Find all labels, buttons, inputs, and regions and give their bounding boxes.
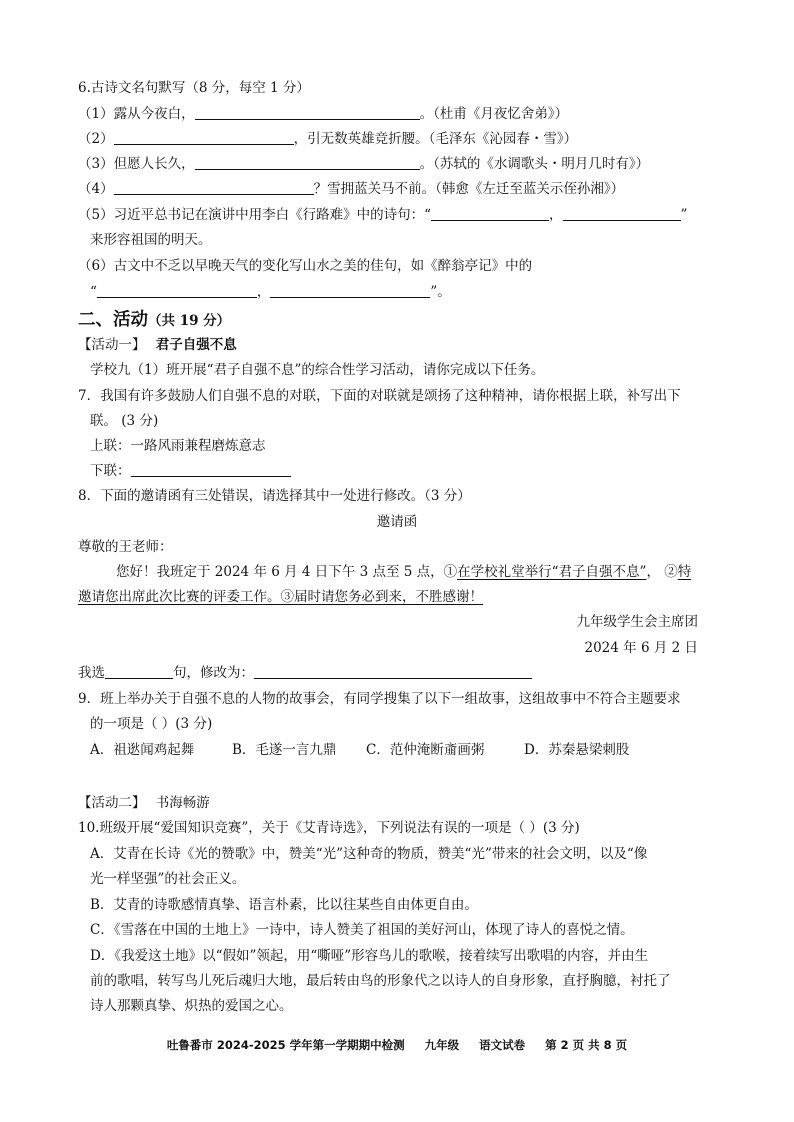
q9-option-d[interactable]: D．苏秦悬梁刺股 [524,742,630,758]
q10-option-d-cont-1: 前的歌唱，转写鸟儿死后魂归大地，最后转由鸟的形象代之以诗人的自身形象，直抒胸臆，衬托了 [90,973,671,989]
answer-blank[interactable] [563,205,681,221]
q7-line-1: 7．我国有许多鼓励人们自强不息的对联，下面的对联就是颂扬了这种精神，请你根据上联，补写出下 [78,388,681,404]
q6-line-5-text: （5）习近平总书记在演讲中用李白《行路难》中的诗句：“ [78,207,431,223]
letter-body-line-2 [78,587,483,607]
q6-line-3 [78,154,649,174]
letter-body-line-1 [116,562,691,582]
q6-line-5-cont: 来形容祖国的明天。 [90,232,212,248]
activity-1-intro: 学校九（1）班开展“君子自强不息”的综合性学习活动，请你完成以下任务。 [90,362,545,378]
q10-option-d-cont-2: 诗人那颗真挚、炽热的爱国之心。 [90,998,293,1014]
answer-blank[interactable] [254,663,532,679]
q6-line-4-prefix: （4） [78,181,114,197]
answer-blank[interactable] [195,154,420,170]
q7-lower-couplet [90,461,291,481]
answer-blank[interactable] [431,205,549,221]
page-footer [0,1036,794,1054]
answer-blank[interactable] [105,663,173,679]
letter-salutation: 尊敬的王老师： [78,539,173,555]
q6-line-6-close: ”。 [430,284,451,300]
activity-2-heading [78,793,210,813]
q6-line-6: （6）古文中不乏以早晚天气的变化写山水之美的佳句，如《醉翁亭记》中的 [78,258,533,274]
activity-1-heading [78,335,237,355]
answer-blank[interactable] [97,282,257,298]
footer-subject: 语文试卷 [479,1038,526,1052]
q10-option-b[interactable]: B．艾青的诗歌感情真挚、语言朴素，比以往某些自由体更自由。 [90,897,478,913]
q10-line-1: 10.班级开展“爱国知识竞赛”，关于《艾青诗选》，下列说法有误的一项是（ ）(3 分) [78,820,580,836]
letter-sentence-2-3: 邀请您出席此次比赛的评委工作。③届时请您务必到来，不胜感谢！ [78,589,483,605]
q6-line-5-comma: ， [549,207,563,223]
letter-signature: 九年级学生会主席团 [576,614,698,630]
activity-2-tag: 【活动二】 [78,795,146,811]
activity-1-name: 君子自强不息 [155,337,237,353]
q10-option-d[interactable]: D．《我爱这土地》以“假如”领起，用“嘶哑”形容鸟儿的歌喉，接着续写出歌唱的内容，并由生 [90,948,649,964]
q6-line-1-prefix: （1）露从今夜白， [78,106,195,122]
q6-line-5 [78,205,687,225]
q6-line-6-cont [90,282,451,302]
q10-option-c[interactable]: C．《雪落在中国的土地上》一诗中，诗人赞美了祖国的美好河山，体现了诗人的喜悦之情。 [90,922,634,938]
q9-line-1: 9．班上举办关于自强不息的人物的故事会，有同学搜集了以下一组故事，这组故事中不符合主题要求 [78,691,681,707]
answer-blank[interactable] [270,282,430,298]
q6-line-5-close: ” [680,207,688,223]
answer-blank[interactable] [114,179,314,195]
q6-line-1 [78,104,568,124]
q6-line-2-prefix: （2） [78,131,114,147]
q9-line-2: 的一项是（ ）(3 分) [90,716,213,732]
activity-1-tag: 【活动一】 [78,337,146,353]
q6-line-1-suffix: 。（杜甫《月夜忆舍弟》） [419,106,569,122]
q8-choose-label: 我选 [78,665,105,681]
footer-grade: 九年级 [424,1038,460,1052]
q8-modify-label: 句，修改为： [173,665,254,681]
q6-line-2 [78,129,577,149]
letter-body-mid: ， ② [646,564,678,580]
letter-date: 2024 年 6 月 2 日 [584,640,698,656]
q6-line-4 [78,179,624,199]
q10-option-a[interactable]: A．艾青在长诗《光的赞歌》中，赞美“光”这种奇的物质，赞美“光”带来的社会文明，以及“像 [90,846,648,862]
q6-title: 6.古诗文名句默写（8 分，每空 1 分） [78,80,310,96]
q6-line-2-suffix: ，引无数英雄竞折腰。（毛泽东《沁园春・雪》） [293,131,578,147]
footer-page-number: 第 2 页 共 8 页 [545,1038,628,1052]
letter-sentence-2-start: 特 [677,564,692,580]
q7-line-2: 联。 (3 分) [90,413,159,429]
q9-option-b[interactable]: B．毛遂一言九鼎 [232,742,337,758]
footer-exam-name: 吐鲁番市 2024-2025 学年第一学期期中检测 [166,1038,405,1052]
q8-answer-line [78,663,532,683]
q9-option-c[interactable]: C．范仲淹断齑画粥 [366,742,485,758]
q6-line-6-comma: ， [256,284,271,300]
answer-blank[interactable] [131,461,291,477]
letter-title: 邀请函 [376,514,418,530]
letter-body-prefix: 您好！我班定于 2024 年 6 月 4 日下午 3 点至 5 点，① [116,564,458,580]
q9-option-a[interactable]: A．祖逖闻鸡起舞 [90,742,195,758]
q7-upper-couplet: 上联：一路风雨兼程磨炼意志 [90,438,266,454]
section-heading-title: 二、活动 [78,310,148,330]
q6-line-4-suffix: ？雪拥蓝关马不前。（韩愈《左迁至蓝关示侄孙湘》） [313,181,625,197]
answer-blank[interactable] [114,129,294,145]
section-heading-points: （共 19 分） [148,313,231,329]
q6-line-6-open: “ [90,284,97,300]
q6-line-3-prefix: （3）但愿人长久， [78,156,195,172]
q8-line-1: 8．下面的邀请函有三处错误，请选择其中一处进行修改。（3 分） [78,488,471,504]
answer-blank[interactable] [195,104,420,120]
q7-lower-label: 下联： [90,463,131,479]
section-heading [78,308,230,332]
activity-2-name: 书海畅游 [155,795,210,811]
q10-option-a-cont: 光一样坚强”的社会正义。 [90,871,246,887]
letter-sentence-1: 在学校礼堂举行“君子自强不息” [457,564,647,580]
q6-line-3-suffix: 。（苏轼的《水调歌头・明月几时有》） [419,156,650,172]
